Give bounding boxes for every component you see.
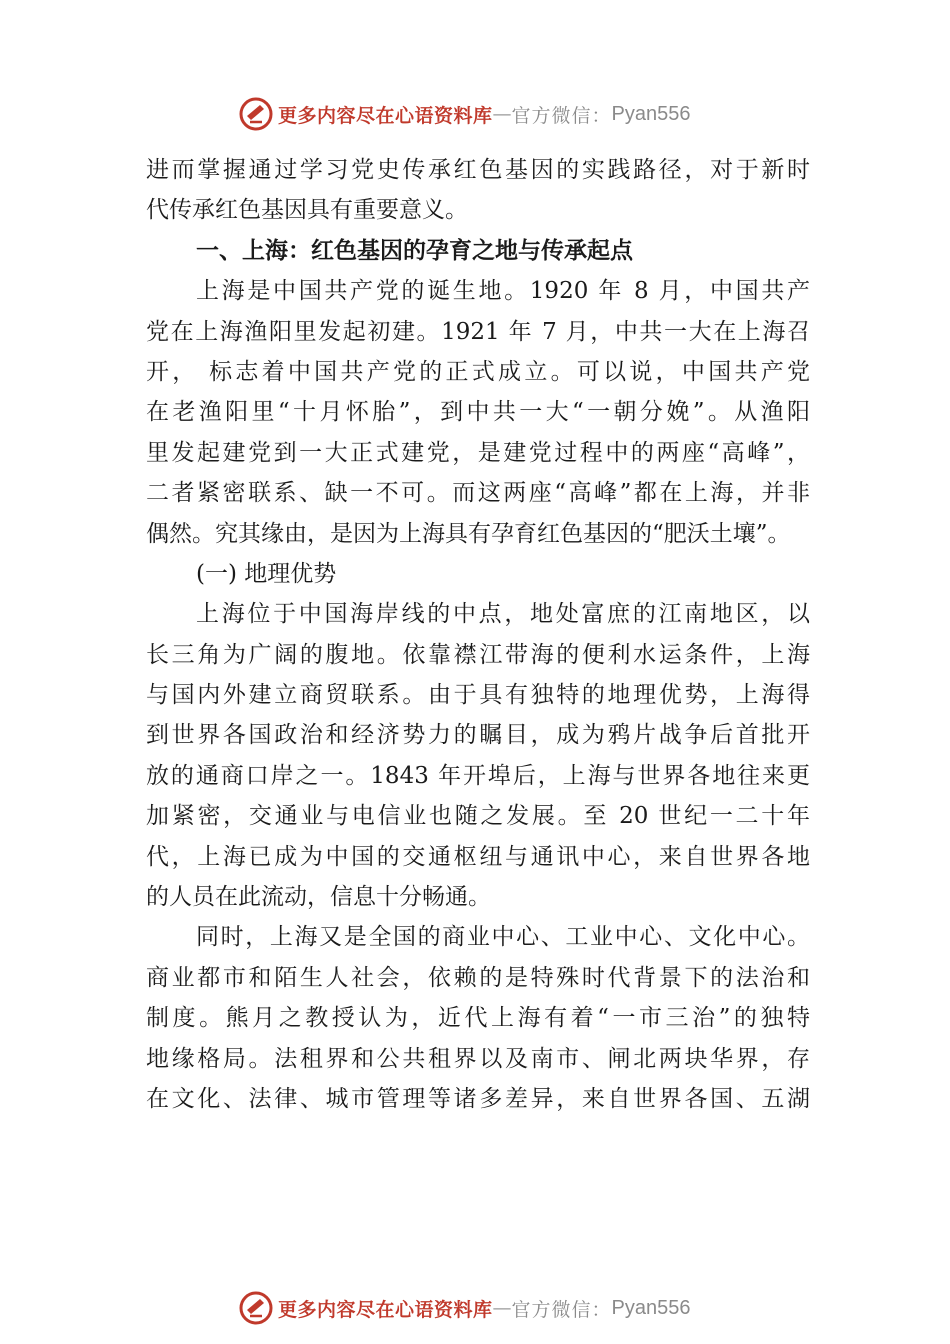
text-line: 长三角为广阔的腹地。依靠襟江带海的便利水运条件，上海 (146, 641, 810, 668)
text-line: 到世界各国政治和经济势力的瞩目，成为鸦片战争后首批开 (146, 722, 810, 749)
header-site-text: 更多内容尽在心语资料库 (278, 104, 493, 127)
text-line: 党在上海渔阳里发起初建。1921 年 7 月，中共一大在上海召 (146, 318, 810, 345)
text-line: 上海位于中国海岸线的中点，地处富庶的江南地区，以 (196, 601, 810, 628)
footer-banner (238, 1288, 758, 1328)
text-line: 上海是中国共产党的诞生地。1920 年 8 月，中国共产 (196, 278, 810, 305)
text-line: 代传承红色基因具有重要意义。 (146, 197, 468, 224)
article-body (146, 150, 810, 1119)
text-line: 放的通商口岸之一。1843 年开埠后，上海与世界各地往来更 (146, 762, 810, 789)
text-line: 在老渔阳里“十月怀胎”，到中共一大“一朝分娩”。从渔阳 (146, 399, 810, 426)
footer-wechat-label: 官方微信： (511, 1298, 612, 1321)
text-line: 制度。熊月之教授认为，近代上海有着“一市三治”的独特 (146, 1005, 810, 1032)
footer-site-text: 更多内容尽在心语资料库 (278, 1298, 493, 1321)
footer-wechat-id: Pyan556 (611, 1296, 691, 1319)
text-line: 二者紧密联系、缺一不可。而这两座“高峰”都在上海，并非 (146, 480, 810, 507)
text-line: 地缘格局。法租界和公共租界以及南市、闸北两块华界，存 (146, 1045, 810, 1072)
text-line: 里发起建党到一大正式建党，是建党过程中的两座“高峰”， (146, 439, 810, 466)
section-heading: 一、上海：红色基因的孕育之地与传承起点 (196, 237, 633, 264)
text-line: 开， 标志着中国共产党的正式成立。可以说，中国共产党 (146, 358, 810, 385)
text-line: 与国内外建立商贸联系。由于具有独特的地理优势，上海得 (146, 682, 810, 709)
footer-separator: — (492, 1297, 512, 1319)
subsection-heading: (一) 地理优势 (196, 560, 337, 587)
brand-logo-icon (238, 1290, 274, 1326)
text-line: 在文化、法律、城市管理等诸多差异，来自世界各国、五湖 (146, 1085, 810, 1112)
text-line: 偶然。究其缘由，是因为上海具有孕育红色基因的“肥沃土壤”。 (146, 520, 791, 547)
brand-logo-icon (238, 96, 274, 132)
header-separator: — (492, 103, 512, 125)
text-line: 商业都市和陌生人社会，依赖的是特殊时代背景下的法治和 (146, 964, 810, 991)
text-line: 代，上海已成为中国的交通枢纽与通讯中心，来自世界各地 (146, 843, 810, 870)
header-wechat-label: 官方微信： (511, 104, 612, 127)
header-banner (238, 94, 758, 134)
text-line: 的人员在此流动，信息十分畅通。 (146, 884, 491, 911)
text-line: 进而掌握通过学习党史传承红色基因的实践路径，对于新时 (146, 157, 810, 183)
header-wechat-id: Pyan556 (611, 102, 691, 125)
text-line: 同时，上海又是全国的商业中心、工业中心、文化中心。 (196, 924, 810, 951)
text-line: 加紧密，交通业与电信业也随之发展。至 20 世纪一二十年 (146, 803, 810, 830)
